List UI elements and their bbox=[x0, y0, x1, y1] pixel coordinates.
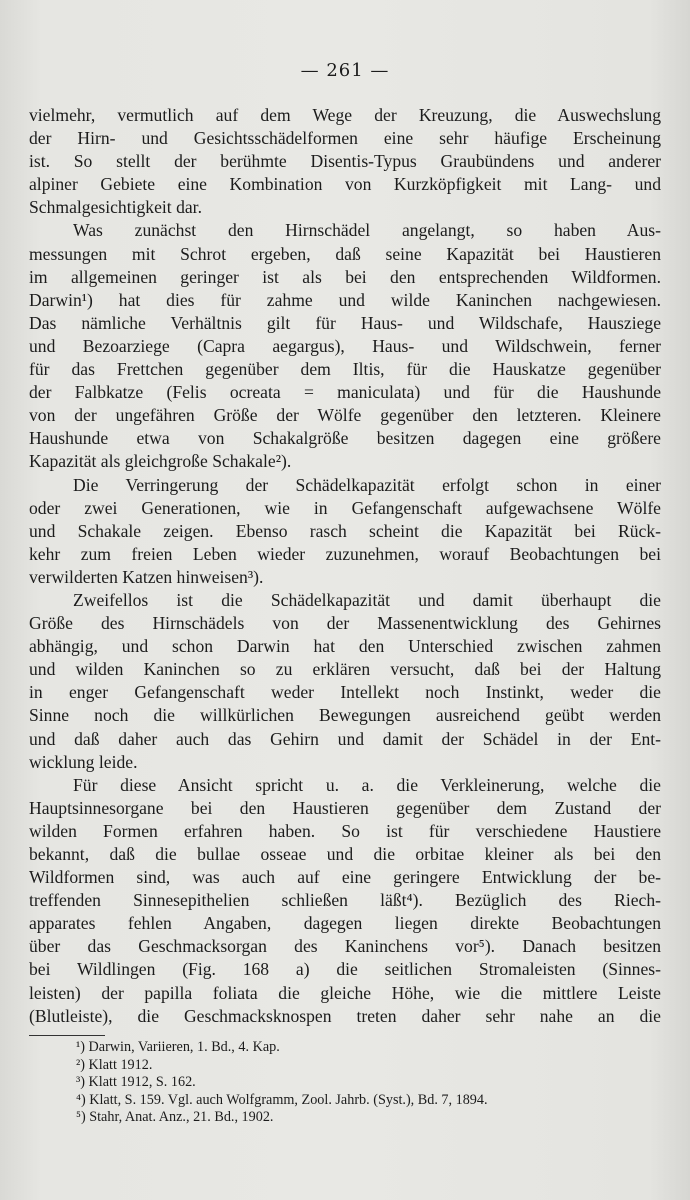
footnote-text: Darwin, Variieren, 1. Bd., 4. Kap. bbox=[88, 1039, 280, 1055]
text-line: bei Wildlingen (Fig. 168 a) die seitlichen Stromaleisten (Sinnes- bbox=[29, 959, 661, 980]
text-line: treffenden Sinnesepithelien schließen läßt⁴). Bezüglich des Riech- bbox=[29, 890, 661, 911]
page-number: — 261 — bbox=[300, 60, 390, 81]
text-line: Sinne noch die willkürlichen Bewegungen ausreichend geübt werden bbox=[29, 705, 661, 726]
text-line: über das Geschmacksorgan des Kaninchens vor⁵). Danach besitzen bbox=[29, 936, 661, 957]
footnote bbox=[76, 1057, 666, 1075]
footnote-text: Klatt 1912. bbox=[88, 1056, 153, 1073]
text-line: (Blutleiste), die Geschmacksknospen treten daher sehr nahe an die bbox=[29, 1005, 661, 1026]
text-line: vielmehr, vermutlich auf dem Wege der Kreuzung, die Auswechslung bbox=[29, 105, 661, 125]
footnote-mark: ¹) bbox=[76, 1039, 89, 1055]
text-line: Was zunächst den Hirnschädel angelangt, so haben Aus- bbox=[73, 220, 661, 241]
text-line: Wildformen sind, was auch auf eine geringere Entwicklung der be- bbox=[29, 867, 661, 888]
text-line: apparates fehlen Angaben, dagegen liegen direkte Beobachtungen bbox=[29, 913, 661, 934]
text-line: Zweifellos ist die Schädelkapazität und damit überhaupt die bbox=[73, 589, 661, 610]
footnote-text: Stahr, Anat. Anz., 21. Bd., 1902. bbox=[89, 1109, 274, 1126]
text-line: verwilderten Katzen hinweisen³). bbox=[29, 566, 264, 587]
footnotes bbox=[76, 1039, 666, 1127]
footnote-separator bbox=[29, 1035, 105, 1036]
body-text bbox=[29, 104, 661, 1028]
text-line: und Schakale zeigen. Ebenso rasch scheint die Kapazität bei Rück- bbox=[29, 520, 661, 541]
paragraph bbox=[29, 589, 661, 774]
text-line: Größe des Hirnschädels von der Massenentwicklung des Gehirnes bbox=[29, 613, 661, 634]
text-line: Haushunde etwa von Schakalgröße besitzen dagegen eine größere bbox=[29, 428, 661, 449]
footnote-mark: ⁵) bbox=[76, 1109, 90, 1126]
text-line: und Bezoarziege (Capra aegargus), Haus- und Wildschwein, ferner bbox=[29, 335, 661, 356]
footnote-text: Klatt, S. 159. Vgl. auch Wolfgramm, Zool. Jahrb. (Syst.), Bd. 7, 1894. bbox=[89, 1091, 488, 1108]
text-line: kehr zum freien Leben wieder zuzunehmen, worauf Beobachtungen bei bbox=[29, 543, 661, 564]
text-line: leisten) der papilla foliata die gleiche Höhe, wie die mittlere Leiste bbox=[29, 982, 661, 1003]
text-line: in enger Gefangenschaft weder Intellekt noch Instinkt, weder die bbox=[29, 682, 661, 703]
text-line: Darwin¹) hat dies für zahme und wilde Kaninchen nachgewiesen. bbox=[29, 289, 661, 310]
footnote bbox=[76, 1109, 666, 1127]
text-line: Für diese Ansicht spricht u. a. die Verkleinerung, welche die bbox=[73, 774, 661, 795]
footnote-mark: ²) bbox=[76, 1056, 89, 1073]
footnote bbox=[76, 1092, 666, 1110]
paragraph bbox=[29, 474, 661, 589]
text-line: der Falbkatze (Felis ocreata = maniculata) und für die Haushunde bbox=[29, 382, 661, 403]
text-line: der Hirn- und Gesichtsschädelformen eine sehr häufige Erscheinung bbox=[29, 128, 661, 149]
text-line: und wilden Kaninchen so zu erklären versucht, daß bei der Haltung bbox=[29, 659, 661, 680]
text-line: wilden Formen erfahren haben. So ist für verschiedene Haustiere bbox=[29, 820, 661, 841]
text-line: von der ungefähren Größe der Wölfe gegenüber den letzteren. Kleinere bbox=[29, 405, 661, 426]
text-line: Schmalgesichtigkeit dar. bbox=[29, 197, 202, 218]
text-line: im allgemeinen geringer ist als bei den entsprechenden Wildformen. bbox=[29, 266, 661, 287]
text-line: Die Verringerung der Schädelkapazität erfolgt schon in einer bbox=[73, 474, 661, 495]
footnote-mark: ³) bbox=[76, 1074, 89, 1091]
text-line: bekannt, daß die bullae osseae und die orbitae kleiner als bei den bbox=[29, 844, 661, 864]
text-line: ist. So stellt der berühmte Disentis-Typus Graubündens und anderer bbox=[29, 151, 661, 172]
text-line: Kapazität als gleichgroße Schakale²). bbox=[29, 451, 292, 472]
text-line: oder zwei Generationen, wie in Gefangenschaft aufgewachsene Wölfe bbox=[29, 497, 661, 518]
text-line: wicklung leide. bbox=[29, 751, 138, 772]
paragraph bbox=[29, 219, 661, 473]
footnote bbox=[76, 1039, 666, 1057]
text-line: Hauptsinnesorgane bei den Haustieren gegenüber dem Zustand der bbox=[29, 797, 661, 818]
footnote-mark: ⁴) bbox=[76, 1091, 90, 1108]
text-line: für das Frettchen gegenüber dem Iltis, für die Hauskatze gegenüber bbox=[29, 359, 661, 380]
footnote-text: Klatt 1912, S. 162. bbox=[88, 1074, 196, 1091]
text-line: abhängig, und schon Darwin hat den Unterschied zwischen zahmen bbox=[29, 636, 661, 657]
text-line: messungen mit Schrot ergeben, daß seine Kapazität bei Haustieren bbox=[29, 243, 661, 264]
paragraph bbox=[29, 774, 661, 1028]
text-line: Das nämliche Verhältnis gilt für Haus- und Wildschafe, Hausziege bbox=[29, 312, 661, 333]
text-line: und daß daher auch das Gehirn und damit der Schädel in der Ent- bbox=[29, 728, 661, 749]
footnote bbox=[76, 1074, 666, 1092]
paragraph bbox=[29, 104, 661, 219]
text-line: alpiner Gebiete eine Kombination von Kurzköpfigkeit mit Lang- und bbox=[29, 174, 661, 195]
